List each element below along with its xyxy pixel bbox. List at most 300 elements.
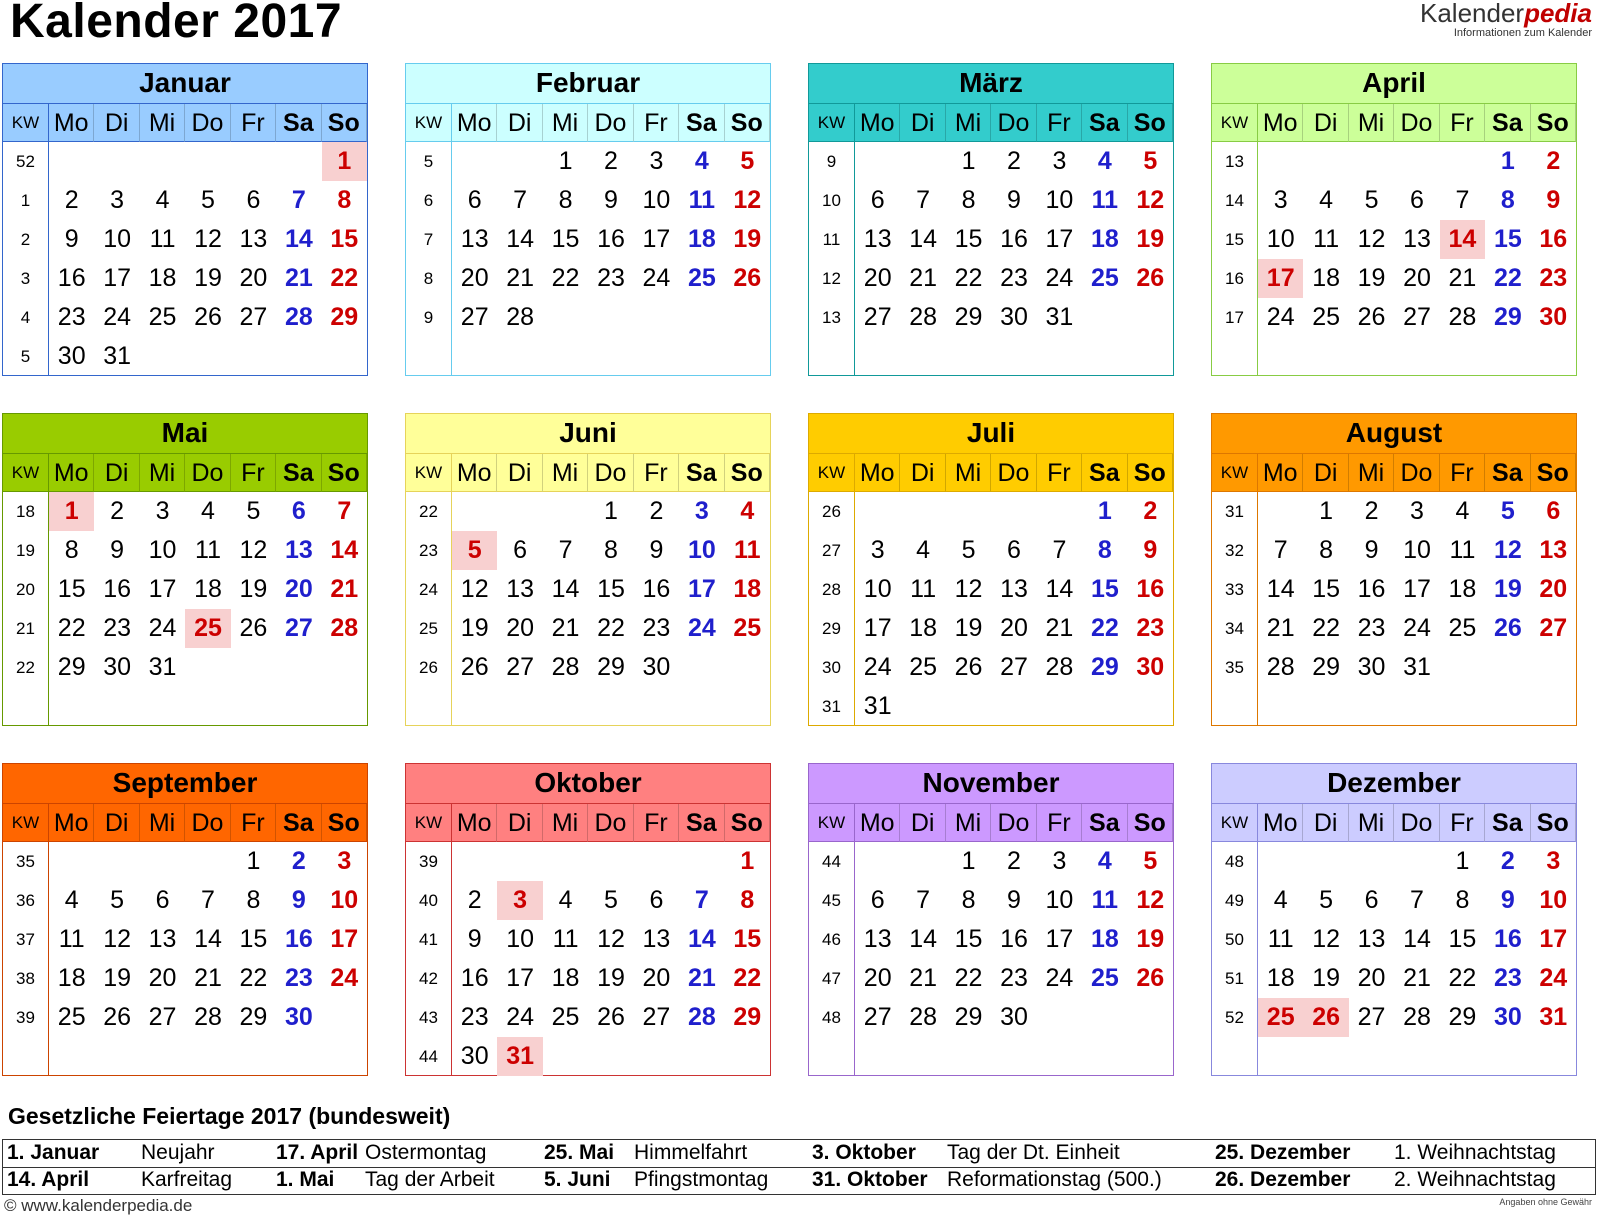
month-name: September (3, 764, 367, 804)
day-cell: 7 (291, 186, 306, 214)
day-cell: 7 (201, 886, 215, 914)
month-6 (808, 413, 1174, 726)
month-5 (405, 413, 771, 726)
weekday-header: Sa (1485, 104, 1530, 142)
day-cell: 31 (103, 342, 132, 370)
empty-day-cell (679, 298, 724, 337)
day-cell: 23 (460, 1003, 489, 1031)
day-cell: 3 (649, 147, 664, 175)
day-cell: 12 (733, 186, 762, 214)
month-grid (406, 454, 770, 726)
empty-day-cell (1303, 142, 1348, 181)
empty-day-cell (1258, 687, 1303, 726)
day-cell: 12 (1357, 225, 1386, 253)
day-cell: 26 (239, 614, 268, 642)
day-cell: 21 (551, 614, 580, 642)
empty-day-cell (1303, 687, 1348, 726)
weekday-header: Di (497, 804, 542, 842)
day-cell: 9 (649, 536, 664, 564)
day-cell: 19 (1493, 575, 1522, 603)
day-cell: 5 (246, 497, 261, 525)
day-cell: 4 (916, 536, 931, 564)
day-cell: 14 (1045, 575, 1074, 603)
brand-logo (1420, 0, 1592, 39)
day-cell: 26 (954, 653, 983, 681)
day-cell: 1 (49, 492, 94, 531)
holiday-date: 5. Juni (544, 1168, 611, 1191)
weekday-header: Fr (1037, 804, 1082, 842)
day-cell: 18 (194, 575, 222, 603)
week-number: 4 (3, 298, 49, 337)
day-cell: 19 (194, 264, 222, 292)
day-cell: 25 (1090, 964, 1119, 992)
weekday-header: Mi (140, 454, 185, 492)
day-cell: 26 (1136, 264, 1165, 292)
day-cell: 18 (1312, 264, 1341, 292)
day-cell: 19 (597, 964, 625, 992)
empty-day-cell (231, 142, 276, 181)
day-cell: 13 (1539, 536, 1568, 564)
day-cell: 8 (1319, 536, 1334, 564)
day-cell: 6 (649, 886, 664, 914)
month-grid (406, 804, 770, 1076)
day-cell: 18 (1090, 925, 1119, 953)
day-cell: 10 (1266, 225, 1295, 253)
weekday-header: So (1531, 454, 1576, 492)
empty-day-cell (855, 492, 900, 531)
day-cell: 9 (110, 536, 125, 564)
day-cell: 28 (330, 614, 359, 642)
day-cell: 11 (195, 536, 221, 564)
weekday-header: Di (1303, 104, 1348, 142)
empty-day-cell (855, 1037, 900, 1076)
day-cell: 9 (1546, 186, 1561, 214)
holiday-date: 1. Mai (276, 1168, 335, 1191)
weekday-header: Do (185, 804, 230, 842)
day-cell: 11 (1313, 225, 1340, 253)
day-cell: 16 (1539, 225, 1568, 253)
day-cell: 7 (1273, 536, 1288, 564)
day-cell: 17 (642, 225, 671, 253)
empty-day-cell (634, 1037, 679, 1076)
day-cell: 29 (239, 1003, 268, 1031)
day-cell: 11 (552, 925, 579, 953)
holidays-table (2, 1139, 1596, 1195)
day-cell: 2 (1007, 847, 1021, 875)
day-cell: 7 (916, 186, 931, 214)
empty-day-cell (1303, 337, 1348, 376)
empty-day-cell (900, 337, 945, 376)
week-number: 9 (406, 298, 452, 337)
day-cell: 28 (909, 303, 938, 331)
day-cell: 23 (1000, 964, 1028, 992)
day-cell: 7 (916, 886, 931, 914)
week-number: 5 (406, 142, 452, 181)
day-cell: 5 (110, 886, 125, 914)
weekday-header: Di (900, 804, 945, 842)
weekday-header: So (1531, 804, 1576, 842)
day-cell: 27 (642, 1003, 671, 1031)
weekday-header: Mo (1258, 104, 1303, 142)
brand-name-part1: Kalender (1420, 0, 1525, 28)
day-cell: 25 (909, 653, 938, 681)
day-cell: 7 (1052, 536, 1067, 564)
weekday-header: Do (185, 104, 230, 142)
day-cell: 26 (1357, 303, 1386, 331)
day-cell: 15 (551, 225, 580, 253)
day-cell: 18 (57, 964, 86, 992)
empty-day-cell (991, 492, 1036, 531)
day-cell: 22 (330, 264, 359, 292)
week-number: 10 (809, 181, 855, 220)
day-cell: 29 (954, 303, 983, 331)
day-cell: 6 (870, 886, 885, 914)
day-cell: 14 (1403, 925, 1431, 953)
weekday-header: Mo (855, 104, 900, 142)
weekday-header: Do (1394, 104, 1439, 142)
week-number-header: KW (3, 454, 49, 492)
empty-day-cell (1440, 142, 1485, 181)
holiday-name: Tag der Dt. Einheit (947, 1141, 1120, 1164)
day-cell: 21 (284, 264, 313, 292)
week-number: 36 (3, 881, 49, 920)
weekday-header: Mi (543, 804, 588, 842)
week-number: 28 (809, 570, 855, 609)
day-cell: 9 (1007, 886, 1021, 914)
weekday-header: So (322, 454, 367, 492)
day-cell: 10 (103, 225, 132, 253)
day-cell: 18 (1448, 575, 1477, 603)
week-number: 45 (809, 881, 855, 920)
weekday-header: Di (1303, 454, 1348, 492)
day-cell: 5 (961, 536, 976, 564)
empty-day-cell (1394, 142, 1439, 181)
day-cell: 3 (110, 186, 125, 214)
empty-day-cell (1440, 648, 1485, 687)
weekday-header: Fr (1037, 454, 1082, 492)
day-cell: 27 (1357, 1003, 1386, 1031)
empty-day-cell (1440, 337, 1485, 376)
empty-day-cell (588, 1037, 633, 1076)
week-number: 37 (3, 920, 49, 959)
day-cell: 10 (1403, 536, 1431, 564)
day-cell: 28 (506, 303, 535, 331)
day-cell: 22 (954, 964, 983, 992)
empty-day-cell (725, 687, 770, 726)
holiday-date: 26. Dezember (1215, 1168, 1351, 1191)
day-cell: 13 (148, 925, 177, 953)
empty-day-cell (634, 842, 679, 881)
day-cell: 27 (1403, 303, 1431, 331)
day-cell: 22 (57, 614, 86, 642)
empty-day-cell (322, 687, 367, 726)
empty-day-cell (900, 1037, 945, 1076)
day-cell: 19 (460, 614, 489, 642)
day-cell: 12 (1136, 186, 1165, 214)
day-cell: 4 (694, 147, 709, 175)
empty-day-cell (1394, 842, 1439, 881)
day-cell: 2 (1364, 497, 1379, 525)
day-cell: 15 (1090, 575, 1119, 603)
day-cell: 26 (194, 303, 222, 331)
day-cell: 13 (239, 225, 268, 253)
day-cell: 29 (1448, 1003, 1477, 1031)
day-cell: 9 (1007, 186, 1021, 214)
day-cell: 26 (460, 653, 489, 681)
day-cell: 23 (284, 964, 313, 992)
footer-website: © www.kalenderpedia.de (4, 1196, 193, 1215)
day-cell: 18 (909, 614, 938, 642)
week-number: 48 (809, 998, 855, 1037)
empty-day-cell (946, 492, 991, 531)
month-name: Oktober (406, 764, 770, 804)
month-11 (1211, 763, 1577, 1076)
week-number: 13 (809, 298, 855, 337)
empty-day-cell (543, 298, 588, 337)
day-cell: 21 (330, 575, 359, 603)
month-grid (1212, 804, 1576, 1076)
week-number: 25 (406, 609, 452, 648)
weekday-header: Mo (49, 804, 94, 842)
day-cell: 23 (1493, 964, 1522, 992)
empty-day-cell (185, 648, 230, 687)
empty-day-cell (1303, 842, 1348, 881)
holiday-date: 25. Mai (544, 1141, 615, 1164)
day-cell: 22 (1312, 614, 1341, 642)
day-cell: 2 (467, 886, 482, 914)
day-cell: 30 (1000, 303, 1028, 331)
empty-day-cell (1394, 1037, 1439, 1076)
day-cell: 21 (909, 964, 938, 992)
day-cell: 1 (558, 147, 573, 175)
day-cell: 9 (291, 886, 306, 914)
week-number: 38 (3, 959, 49, 998)
weekday-header: Fr (231, 454, 276, 492)
month-grid (1212, 454, 1576, 726)
day-cell: 26 (1136, 964, 1165, 992)
weekday-header: Mi (946, 454, 991, 492)
month-grid (3, 804, 367, 1076)
day-cell: 11 (688, 186, 716, 214)
day-cell: 23 (1357, 614, 1386, 642)
day-cell: 31 (1539, 1003, 1568, 1031)
day-cell: 7 (1455, 186, 1470, 214)
day-cell: 23 (1136, 614, 1165, 642)
week-number: 18 (3, 492, 49, 531)
week-number: 32 (1212, 531, 1258, 570)
day-cell: 27 (239, 303, 268, 331)
day-cell: 19 (733, 225, 762, 253)
weekday-header: Fr (634, 804, 679, 842)
week-number: 22 (406, 492, 452, 531)
day-cell: 11 (149, 225, 176, 253)
day-cell: 13 (506, 575, 535, 603)
day-cell: 1 (740, 847, 755, 875)
day-cell: 15 (57, 575, 86, 603)
empty-day-cell (1037, 337, 1082, 376)
day-cell: 2 (291, 847, 306, 875)
day-cell: 14 (194, 925, 222, 953)
empty-day-cell (1258, 1037, 1303, 1076)
day-cell: 4 (1097, 147, 1112, 175)
weekday-header: Do (588, 804, 633, 842)
empty-day-cell (94, 142, 139, 181)
weekday-header: So (322, 104, 367, 142)
month-grid (1212, 104, 1576, 376)
day-cell: 24 (863, 653, 892, 681)
day-cell: 21 (909, 264, 938, 292)
day-cell: 14 (687, 925, 716, 953)
holidays-title: Gesetzliche Feiertage 2017 (bundesweit) (8, 1103, 451, 1129)
day-cell: 3 (337, 847, 352, 875)
weekday-header: Sa (276, 104, 321, 142)
day-cell: 6 (1410, 186, 1424, 214)
holiday-name: Karfreitag (141, 1168, 233, 1191)
footer-disclaimer: Angaben ohne Gewähr (1499, 1197, 1592, 1207)
week-number: 39 (3, 998, 49, 1037)
weekday-header: Do (588, 104, 633, 142)
day-cell: 26 (597, 1003, 625, 1031)
day-cell: 3 (1052, 147, 1067, 175)
week-number: 22 (3, 648, 49, 687)
day-cell: 24 (1403, 614, 1431, 642)
day-cell: 8 (558, 186, 573, 214)
day-cell: 9 (1500, 886, 1515, 914)
day-cell: 9 (1143, 536, 1158, 564)
weekday-header: Mo (855, 804, 900, 842)
weekday-header: Do (1394, 804, 1439, 842)
day-cell: 10 (1045, 886, 1074, 914)
weekday-header: Fr (231, 104, 276, 142)
day-cell: 30 (1493, 1003, 1522, 1031)
empty-day-cell (1531, 1037, 1576, 1076)
empty-day-cell (1349, 142, 1394, 181)
day-cell: 31 (497, 1037, 542, 1076)
empty-day-cell (231, 1037, 276, 1076)
week-number: 2 (3, 220, 49, 259)
day-cell: 4 (1319, 186, 1334, 214)
weekday-header: So (1531, 104, 1576, 142)
day-cell: 14 (551, 575, 580, 603)
day-cell: 20 (239, 264, 268, 292)
day-cell: 15 (1493, 225, 1522, 253)
empty-day-cell (1531, 687, 1576, 726)
day-cell: 28 (909, 1003, 938, 1031)
month-2 (808, 63, 1174, 376)
empty-day-cell (679, 337, 724, 376)
empty-day-cell (900, 142, 945, 181)
month-name: April (1212, 64, 1576, 104)
empty-day-cell (900, 687, 945, 726)
day-cell: 24 (687, 614, 716, 642)
day-cell: 22 (954, 264, 983, 292)
week-number: 39 (406, 842, 452, 881)
day-cell: 20 (1357, 964, 1386, 992)
empty-day-cell (1128, 1037, 1173, 1076)
weekday-header: Do (991, 804, 1036, 842)
weekday-header: Fr (231, 804, 276, 842)
day-cell: 26 (103, 1003, 132, 1031)
day-cell: 17 (506, 964, 535, 992)
day-cell: 11 (58, 925, 85, 953)
day-cell: 1 (604, 497, 618, 525)
week-number: 16 (1212, 259, 1258, 298)
day-cell: 4 (155, 186, 170, 214)
week-number: 31 (1212, 492, 1258, 531)
day-cell: 16 (597, 225, 625, 253)
day-cell: 6 (246, 186, 261, 214)
week-number-header: KW (406, 804, 452, 842)
day-cell: 5 (604, 886, 618, 914)
empty-day-cell (1128, 687, 1173, 726)
empty-day-cell (1349, 687, 1394, 726)
day-cell: 16 (1357, 575, 1386, 603)
week-number: 42 (406, 959, 452, 998)
empty-day-cell (140, 842, 185, 881)
day-cell: 19 (103, 964, 132, 992)
day-cell: 8 (337, 186, 352, 214)
day-cell: 27 (1539, 614, 1568, 642)
empty-day-cell (1037, 492, 1082, 531)
weekday-header: Mi (543, 454, 588, 492)
month-name: Dezember (1212, 764, 1576, 804)
week-number: 47 (809, 959, 855, 998)
week-number: 7 (406, 220, 452, 259)
month-name: Mai (3, 414, 367, 454)
day-cell: 8 (64, 536, 79, 564)
empty-day-cell (725, 1037, 770, 1076)
day-cell: 10 (1539, 886, 1568, 914)
week-number: 46 (809, 920, 855, 959)
day-cell: 7 (1410, 886, 1424, 914)
empty-day-cell (1394, 687, 1439, 726)
empty-day-cell (634, 337, 679, 376)
day-cell: 30 (1136, 653, 1165, 681)
day-cell: 17 (863, 614, 892, 642)
day-cell: 5 (1319, 886, 1334, 914)
weekday-header: Mo (49, 104, 94, 142)
empty-day-cell (94, 1037, 139, 1076)
day-cell: 17 (330, 925, 359, 953)
day-cell: 3 (870, 536, 885, 564)
weekday-header: Do (991, 454, 1036, 492)
day-cell: 9 (604, 186, 618, 214)
day-cell: 31 (863, 692, 892, 720)
day-cell: 16 (460, 964, 489, 992)
day-cell: 6 (1364, 886, 1379, 914)
weekday-header: Mi (140, 104, 185, 142)
empty-day-cell (185, 337, 230, 376)
week-number-header: KW (3, 104, 49, 142)
day-cell: 8 (604, 536, 618, 564)
day-cell: 13 (1357, 925, 1386, 953)
week-number: 1 (3, 181, 49, 220)
weekday-header: Di (900, 104, 945, 142)
day-cell: 2 (1546, 147, 1561, 175)
day-cell: 24 (1539, 964, 1568, 992)
day-cell: 26 (1303, 998, 1348, 1037)
weekday-header: Mo (49, 454, 94, 492)
empty-day-cell (497, 142, 542, 181)
empty-day-cell (1212, 337, 1258, 376)
day-cell: 21 (194, 964, 222, 992)
day-cell: 13 (863, 925, 892, 953)
day-cell: 10 (506, 925, 535, 953)
day-cell: 10 (863, 575, 892, 603)
weekday-header: Do (588, 454, 633, 492)
empty-day-cell (1128, 298, 1173, 337)
empty-day-cell (679, 842, 724, 881)
